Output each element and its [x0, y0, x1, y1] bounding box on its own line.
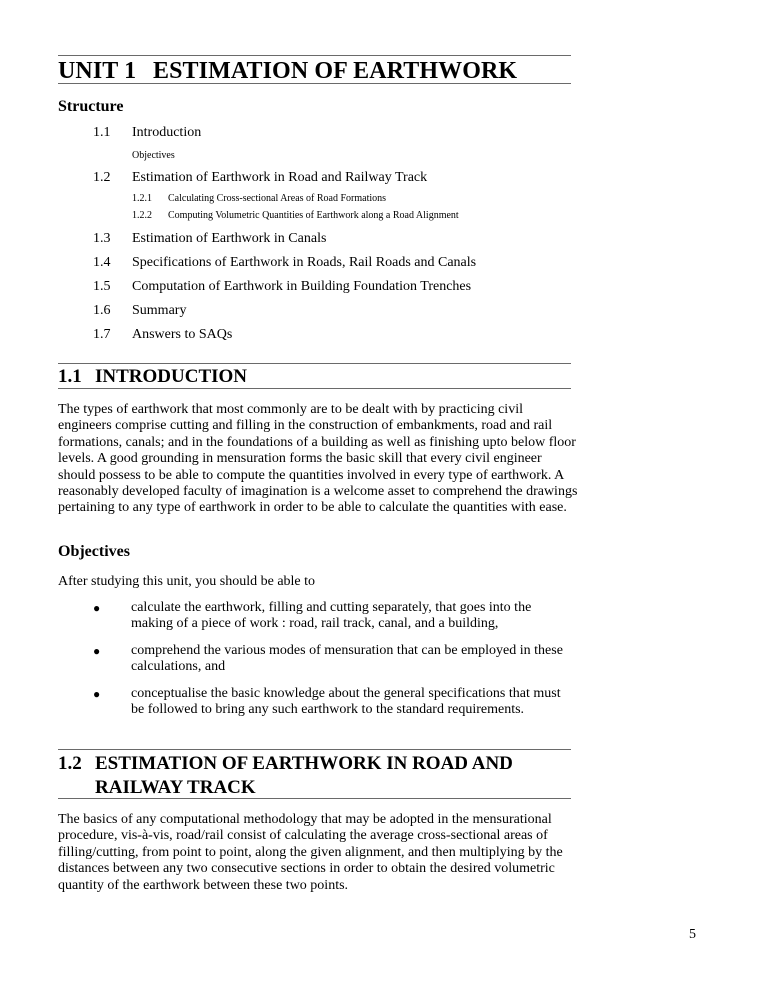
toc-item-label: Introduction [132, 125, 202, 140]
objective-text: calculate the earthwork, filling and cutting separately, that goes into the making of a piece of work : road, rail track, canal, and a building, [131, 600, 532, 632]
section-1-2-bottom-rule [58, 798, 571, 799]
section-number: 1.2 [58, 753, 82, 774]
toc-item-number: 1.2.1 [132, 193, 152, 204]
unit-bottom-rule [58, 83, 571, 84]
bullet-icon: ● [93, 601, 101, 615]
toc-item-number: 1.7 [93, 327, 111, 342]
unit-number: UNIT 1 [58, 58, 137, 84]
toc-item [93, 231, 326, 247]
section-1-1-heading [58, 365, 247, 389]
section-title: INTRODUCTION [95, 366, 248, 387]
page-number: 5 [689, 927, 696, 942]
section-title-line2: RAILWAY TRACK [95, 777, 256, 798]
bullet-icon: ● [93, 644, 101, 658]
toc-item-label: Answers to SAQs [132, 327, 233, 342]
section-number: 1.1 [58, 366, 82, 387]
objectives-lead: After studying this unit, you should be able to [58, 574, 316, 589]
toc-item-number: 1.2 [93, 170, 111, 185]
toc-item-label: Objectives [132, 150, 175, 161]
section-1-2-paragraph: The basics of any computational methodology that may be adopted in the mensurational procedure, vis-à-vis, road/rail consist of calculating the average cross-sectional areas of filling/cutting, from point to point, along the given alignment, and then multiplying by the distances between any two consecutive sections in order to obtain the desired volumetric quantity of the earthwork between these two points. [58, 812, 563, 893]
toc-item [93, 303, 186, 319]
section-1-2-top-rule [58, 749, 571, 750]
toc-item [93, 279, 471, 295]
objective-bullet [93, 600, 571, 632]
toc-item-label: Estimation of Earthwork in Road and Railway Track [132, 170, 428, 185]
toc-item-label: Computing Volumetric Quantities of Earthwork along a Road Alignment [168, 210, 459, 221]
section-1-1-bottom-rule [58, 388, 571, 389]
toc-item-number: 1.1 [93, 125, 111, 140]
unit-top-rule [58, 55, 571, 56]
section-1-2-heading [58, 752, 513, 800]
toc-item [93, 170, 427, 186]
toc-item-label: Estimation of Earthwork in Canals [132, 231, 327, 246]
section-title-line1: ESTIMATION OF EARTHWORK IN ROAD AND [95, 753, 513, 774]
unit-title-text: ESTIMATION OF EARTHWORK [153, 58, 518, 84]
toc-item-label: Specifications of Earthwork in Roads, Rail Roads and Canals [132, 255, 477, 270]
unit-title [58, 58, 517, 85]
section-1-1-top-rule [58, 363, 571, 364]
toc-item-label: Calculating Cross-sectional Areas of Road Formations [168, 193, 387, 204]
toc-item [93, 255, 476, 271]
toc-item-label: Computation of Earthwork in Building Foundation Trenches [132, 279, 472, 294]
toc-item [93, 125, 201, 141]
objective-text: comprehend the various modes of mensuration that can be employed in these calculations, and [131, 643, 563, 675]
toc-subitem [132, 193, 386, 204]
objective-bullet [93, 686, 571, 718]
toc-item-number: 1.3 [93, 231, 111, 246]
introduction-paragraph: The types of earthwork that most commonly are to be dealt with by practicing civil engineers comprise cutting and filling in the construction of embankments, road and rail formations, canals; and in the foundations of a building as well as finishing upto below floor levels. A good grounding in mensuration forms the basic skill that every civil engineer should possess to be able to compute the quantities involved in every type of earthwork. A reasonably developed faculty of imagination is a welcome asset to comprehend the drawings pertaining to any type of earthwork in order to be able to calculate the quantities with ease. [58, 402, 578, 516]
toc-subitem [132, 210, 459, 221]
objective-text: conceptualise the basic knowledge about the general specifications that must be followed to bring any such earthwork to the standard requirements. [131, 686, 561, 718]
objective-bullet [93, 643, 571, 675]
bullet-icon: ● [93, 687, 101, 701]
toc-item-number: 1.6 [93, 303, 111, 318]
toc-item [93, 327, 232, 343]
toc-subitem [132, 150, 175, 161]
objectives-heading: Objectives [58, 543, 130, 560]
toc-item-number: 1.2.2 [132, 210, 152, 221]
toc-item-number: 1.4 [93, 255, 111, 270]
toc-item-number: 1.5 [93, 279, 111, 294]
structure-heading: Structure [58, 98, 124, 115]
toc-item-label: Summary [132, 303, 187, 318]
